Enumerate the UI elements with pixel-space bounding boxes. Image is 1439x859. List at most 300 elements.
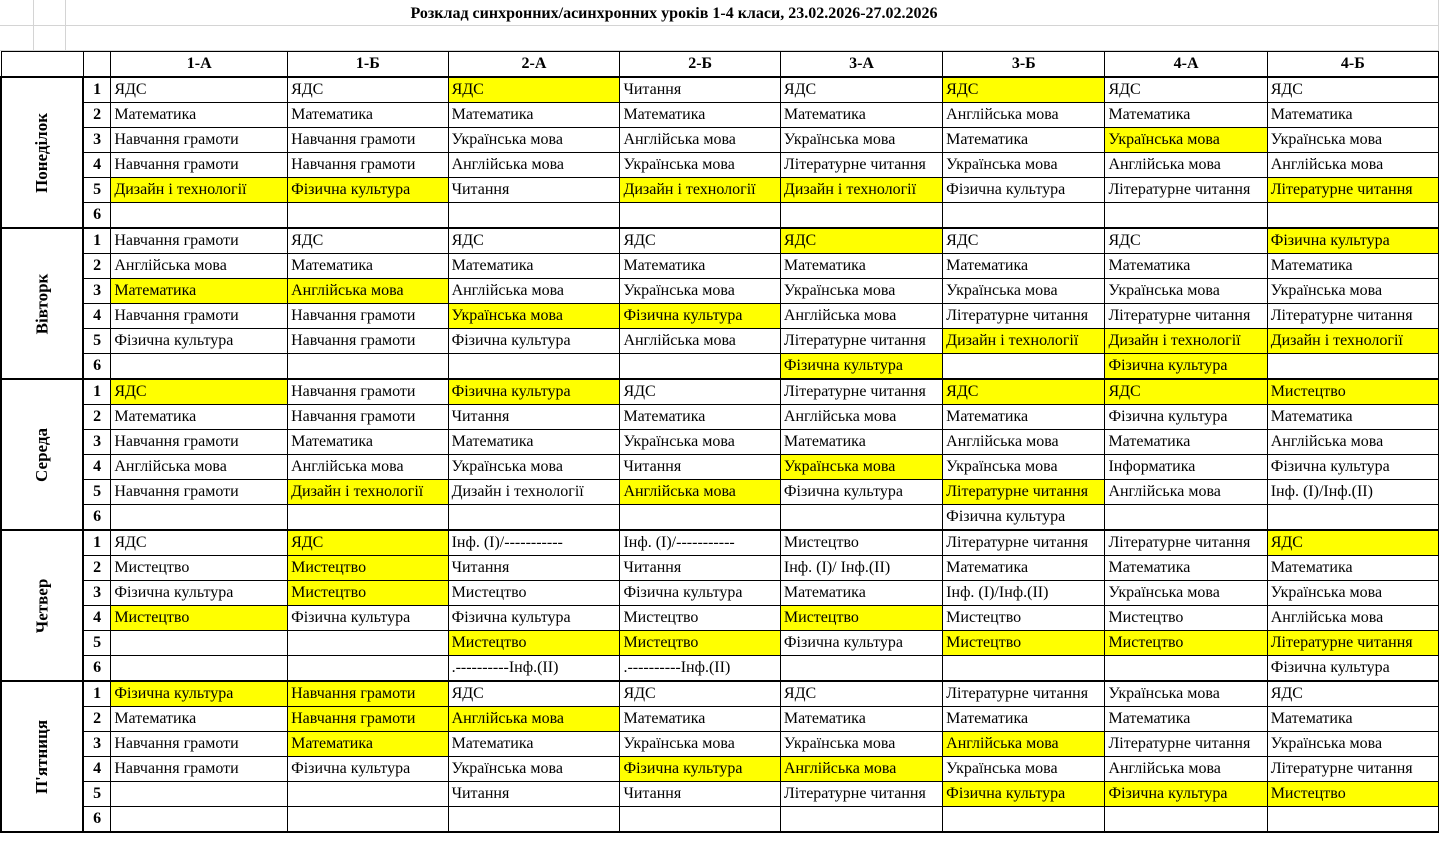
lesson-row: [1, 556, 1439, 581]
lesson-cell: Англійська мова: [1267, 606, 1438, 631]
lesson-cell: Літературне читання: [1267, 757, 1438, 782]
lesson-cell: Фізична культура: [1267, 455, 1438, 480]
lesson-cell: [111, 631, 288, 656]
lesson-cell: [780, 656, 942, 682]
lesson-cell: Навчання грамоти: [111, 128, 288, 153]
class-header-row: [1, 52, 1439, 78]
lesson-number: 2: [83, 103, 111, 128]
lesson-cell: Інформатика: [1105, 455, 1267, 480]
lesson-cell: Літературне читання: [943, 304, 1105, 329]
schedule-title: Розклад синхронних/асинхронних уроків 1-4 класи, 23.02.2026-27.02.2026: [410, 5, 938, 22]
lesson-cell: ЯДС: [448, 228, 620, 254]
lesson-cell: Математика: [288, 732, 448, 757]
lesson-row: [1, 178, 1439, 203]
lesson-number: 4: [83, 455, 111, 480]
lesson-cell: Фізична культура: [448, 606, 620, 631]
lesson-cell: Математика: [620, 254, 780, 279]
lesson-row: [1, 203, 1439, 229]
lesson-row: [1, 329, 1439, 354]
lesson-cell: Мистецтво: [943, 606, 1105, 631]
lesson-cell: .----------Інф.(ІІ): [448, 656, 620, 682]
lesson-cell: [111, 656, 288, 682]
lesson-cell: Українська мова: [448, 757, 620, 782]
lesson-cell: Навчання грамоти: [288, 128, 448, 153]
lesson-cell: Англійська мова: [943, 732, 1105, 757]
lesson-cell: Фізична культура: [1105, 354, 1267, 380]
lesson-cell: Українська мова: [620, 279, 780, 304]
lesson-cell: Англійська мова: [1105, 153, 1267, 178]
lesson-cell: Математика: [288, 430, 448, 455]
lesson-cell: Математика: [1105, 556, 1267, 581]
lesson-cell: Українська мова: [620, 732, 780, 757]
lesson-cell: Дизайн і технології: [1267, 329, 1438, 354]
lesson-row: [1, 807, 1439, 833]
lesson-cell: Літературне читання: [1105, 178, 1267, 203]
lesson-cell: Математика: [1105, 707, 1267, 732]
lesson-cell: Читання: [620, 455, 780, 480]
lesson-cell: Математика: [780, 581, 942, 606]
lesson-cell: [448, 807, 620, 833]
lesson-cell: Мистецтво: [1105, 606, 1267, 631]
lesson-cell: Навчання грамоти: [288, 405, 448, 430]
lesson-cell: Фізична культура: [1105, 782, 1267, 807]
lesson-cell: Дизайн і технології: [448, 480, 620, 505]
lesson-cell: Математика: [1267, 103, 1438, 128]
lesson-row: [1, 455, 1439, 480]
lesson-cell: Літературне читання: [1267, 631, 1438, 656]
class-header: 3-Б: [943, 52, 1105, 78]
lesson-cell: Читання: [448, 782, 620, 807]
lesson-number: 5: [83, 631, 111, 656]
lesson-cell: Українська мова: [620, 153, 780, 178]
lesson-cell: Дизайн і технології: [620, 178, 780, 203]
lesson-cell: Англійська мова: [111, 254, 288, 279]
lesson-cell: Фізична культура: [943, 782, 1105, 807]
class-header: 2-А: [448, 52, 620, 78]
lesson-cell: Читання: [448, 405, 620, 430]
lesson-cell: ЯДС: [111, 379, 288, 405]
lesson-number: 2: [83, 707, 111, 732]
lesson-cell: ЯДС: [448, 681, 620, 707]
lesson-cell: Математика: [1267, 556, 1438, 581]
lesson-cell: Літературне читання: [780, 782, 942, 807]
lesson-cell: Літературне читання: [780, 329, 942, 354]
class-header: 2-Б: [620, 52, 780, 78]
lesson-cell: Англійська мова: [111, 455, 288, 480]
lesson-cell: ЯДС: [943, 228, 1105, 254]
header-num-cell: [83, 52, 111, 78]
lesson-cell: Літературне читання: [1105, 732, 1267, 757]
lesson-row: [1, 505, 1439, 531]
lesson-row: [1, 77, 1439, 103]
class-header: 1-А: [111, 52, 288, 78]
lesson-cell: Фізична культура: [288, 178, 448, 203]
lesson-cell: Мистецтво: [288, 581, 448, 606]
day-label: [1, 77, 83, 228]
lesson-cell: ЯДС: [1267, 681, 1438, 707]
lesson-cell: Українська мова: [780, 279, 942, 304]
lesson-cell: [1105, 505, 1267, 531]
lesson-row: [1, 430, 1439, 455]
lesson-cell: Інф. (І)/ Інф.(ІІ): [780, 556, 942, 581]
lesson-cell: Мистецтво: [780, 530, 942, 556]
lesson-cell: Дизайн і технології: [1105, 329, 1267, 354]
day-name: Понеділок: [32, 112, 51, 193]
lesson-cell: [943, 203, 1105, 229]
lesson-cell: Дизайн і технології: [288, 480, 448, 505]
lesson-cell: Літературне читання: [1267, 178, 1438, 203]
lesson-cell: Навчання грамоти: [288, 329, 448, 354]
lesson-row: [1, 304, 1439, 329]
lesson-cell: Інф. (І)/Інф.(ІІ): [1267, 480, 1438, 505]
lesson-cell: Читання: [448, 556, 620, 581]
lesson-cell: Англійська мова: [780, 757, 942, 782]
lesson-cell: ЯДС: [288, 228, 448, 254]
lesson-cell: Математика: [1105, 103, 1267, 128]
lesson-cell: Математика: [111, 405, 288, 430]
lesson-cell: Фізична культура: [620, 757, 780, 782]
day-label: [1, 530, 83, 681]
lesson-row: [1, 732, 1439, 757]
lesson-cell: ЯДС: [448, 77, 620, 103]
lesson-cell: Фізична культура: [620, 304, 780, 329]
lesson-row: [1, 128, 1439, 153]
lesson-cell: Математика: [943, 128, 1105, 153]
lesson-row: [1, 530, 1439, 556]
lesson-number: 6: [83, 656, 111, 682]
lesson-cell: Фізична культура: [780, 354, 942, 380]
lesson-cell: Математика: [111, 707, 288, 732]
lesson-cell: [111, 354, 288, 380]
lesson-cell: Українська мова: [1267, 279, 1438, 304]
lesson-row: [1, 681, 1439, 707]
lesson-cell: [448, 354, 620, 380]
day-name: Середа: [32, 427, 51, 482]
lesson-cell: Мистецтво: [943, 631, 1105, 656]
lesson-cell: Українська мова: [780, 455, 942, 480]
lesson-cell: Математика: [1267, 254, 1438, 279]
lesson-row: [1, 405, 1439, 430]
lesson-cell: Інф. (І)/-----------: [620, 530, 780, 556]
day-name: Вівторк: [31, 273, 51, 334]
lesson-number: 3: [83, 128, 111, 153]
class-header: 4-А: [1105, 52, 1267, 78]
lesson-cell: Математика: [111, 103, 288, 128]
lesson-cell: Мистецтво: [448, 581, 620, 606]
lesson-cell: ЯДС: [1105, 228, 1267, 254]
lesson-cell: Мистецтво: [1267, 379, 1438, 405]
lesson-cell: Мистецтво: [620, 631, 780, 656]
lesson-cell: Літературне читання: [943, 480, 1105, 505]
lesson-cell: Фізична культура: [288, 606, 448, 631]
lesson-cell: Інф. (І)/Інф.(ІІ): [943, 581, 1105, 606]
lesson-cell: Фізична культура: [448, 329, 620, 354]
lesson-cell: Математика: [448, 254, 620, 279]
lesson-cell: Фізична культура: [448, 379, 620, 405]
lesson-cell: Фізична культура: [780, 631, 942, 656]
lesson-cell: [1267, 505, 1438, 531]
lesson-cell: Математика: [111, 279, 288, 304]
lesson-cell: ЯДС: [111, 77, 288, 103]
lesson-row: [1, 228, 1439, 254]
lesson-cell: Англійська мова: [620, 128, 780, 153]
lesson-cell: [780, 203, 942, 229]
lesson-cell: Англійська мова: [620, 329, 780, 354]
lesson-cell: Мистецтво: [111, 606, 288, 631]
lesson-cell: Математика: [943, 556, 1105, 581]
lesson-row: [1, 656, 1439, 682]
lesson-number: 1: [83, 77, 111, 103]
lesson-cell: [111, 782, 288, 807]
lesson-cell: ЯДС: [288, 530, 448, 556]
lesson-cell: ЯДС: [780, 228, 942, 254]
lesson-row: [1, 581, 1439, 606]
lesson-cell: [780, 505, 942, 531]
lesson-cell: ЯДС: [111, 530, 288, 556]
lesson-cell: Українська мова: [448, 128, 620, 153]
lesson-cell: [620, 505, 780, 531]
lesson-cell: ЯДС: [943, 379, 1105, 405]
lesson-cell: ЯДС: [288, 77, 448, 103]
lesson-cell: [111, 807, 288, 833]
lesson-cell: Англійська мова: [1105, 757, 1267, 782]
lesson-number: 4: [83, 304, 111, 329]
lesson-cell: Українська мова: [943, 455, 1105, 480]
lesson-cell: Математика: [780, 707, 942, 732]
lesson-cell: ЯДС: [1267, 77, 1438, 103]
lesson-row: [1, 782, 1439, 807]
lesson-cell: [111, 505, 288, 531]
lesson-cell: ЯДС: [943, 77, 1105, 103]
day-name: Четвер: [32, 578, 51, 633]
lesson-number: 1: [83, 681, 111, 707]
lesson-cell: [943, 807, 1105, 833]
lesson-cell: Українська мова: [1267, 732, 1438, 757]
lesson-cell: Англійська мова: [448, 279, 620, 304]
lesson-cell: Математика: [1267, 405, 1438, 430]
lesson-cell: Українська мова: [1267, 581, 1438, 606]
lesson-cell: [620, 354, 780, 380]
lesson-cell: [1105, 656, 1267, 682]
lesson-row: [1, 153, 1439, 178]
class-header: 3-А: [780, 52, 942, 78]
lesson-cell: Українська мова: [1267, 128, 1438, 153]
lesson-cell: Мистецтво: [1105, 631, 1267, 656]
lesson-number: 3: [83, 732, 111, 757]
lesson-cell: Українська мова: [943, 153, 1105, 178]
lesson-cell: Українська мова: [943, 757, 1105, 782]
lesson-number: 4: [83, 606, 111, 631]
lesson-cell: Фізична культура: [1267, 228, 1438, 254]
lesson-cell: Англійська мова: [448, 707, 620, 732]
lesson-cell: Навчання грамоти: [288, 379, 448, 405]
class-header: 4-Б: [1267, 52, 1438, 78]
lesson-cell: Англійська мова: [780, 405, 942, 430]
lesson-cell: ЯДС: [1105, 379, 1267, 405]
lesson-cell: .----------Інф.(ІІ): [620, 656, 780, 682]
lesson-cell: Мистецтво: [288, 556, 448, 581]
lesson-cell: Фізична культура: [620, 581, 780, 606]
lesson-cell: Літературне читання: [1105, 530, 1267, 556]
lesson-row: [1, 631, 1439, 656]
lesson-cell: Українська мова: [448, 455, 620, 480]
lesson-cell: Навчання грамоти: [288, 707, 448, 732]
lesson-cell: Математика: [620, 707, 780, 732]
lesson-cell: Математика: [288, 103, 448, 128]
lesson-number: 2: [83, 556, 111, 581]
lesson-cell: Читання: [448, 178, 620, 203]
lesson-cell: ЯДС: [1105, 77, 1267, 103]
lesson-number: 6: [83, 354, 111, 380]
lesson-cell: Математика: [1267, 707, 1438, 732]
lesson-cell: [1105, 807, 1267, 833]
lesson-cell: Англійська мова: [943, 103, 1105, 128]
lesson-cell: Літературне читання: [1267, 304, 1438, 329]
schedule-table: [0, 51, 1439, 833]
lesson-cell: Літературне читання: [943, 530, 1105, 556]
lesson-cell: Математика: [1105, 430, 1267, 455]
lesson-cell: Мистецтво: [620, 606, 780, 631]
lesson-cell: Читання: [620, 556, 780, 581]
lesson-cell: ЯДС: [620, 681, 780, 707]
lesson-cell: [1267, 807, 1438, 833]
lesson-cell: [620, 203, 780, 229]
lesson-cell: Літературне читання: [780, 153, 942, 178]
lesson-cell: Читання: [620, 77, 780, 103]
lesson-cell: Навчання грамоти: [111, 304, 288, 329]
lesson-cell: Англійська мова: [1267, 153, 1438, 178]
day-label: [1, 681, 83, 832]
lesson-cell: ЯДС: [620, 228, 780, 254]
lesson-cell: [288, 782, 448, 807]
lesson-cell: Українська мова: [448, 304, 620, 329]
day-label: [1, 379, 83, 530]
lesson-cell: Англійська мова: [620, 480, 780, 505]
lesson-row: [1, 354, 1439, 380]
lesson-number: 1: [83, 228, 111, 254]
header-corner-cell: [1, 52, 83, 78]
lesson-cell: Навчання грамоти: [288, 304, 448, 329]
lesson-cell: Математика: [1105, 254, 1267, 279]
class-header: 1-Б: [288, 52, 448, 78]
lesson-row: [1, 254, 1439, 279]
lesson-cell: Фізична культура: [111, 581, 288, 606]
lesson-cell: Математика: [620, 103, 780, 128]
lesson-cell: [288, 203, 448, 229]
lesson-number: 6: [83, 203, 111, 229]
lesson-cell: Англійська мова: [288, 455, 448, 480]
lesson-cell: [288, 354, 448, 380]
lesson-number: 3: [83, 279, 111, 304]
lesson-cell: Мистецтво: [111, 556, 288, 581]
lesson-cell: [448, 505, 620, 531]
lesson-cell: Фізична культура: [111, 329, 288, 354]
lesson-cell: Математика: [780, 103, 942, 128]
lesson-cell: Фізична культура: [780, 480, 942, 505]
lesson-cell: Фізична культура: [288, 757, 448, 782]
lesson-cell: Англійська мова: [1105, 480, 1267, 505]
lesson-cell: Літературне читання: [943, 681, 1105, 707]
lesson-cell: Фізична культура: [943, 178, 1105, 203]
lesson-number: 5: [83, 480, 111, 505]
lesson-number: 4: [83, 757, 111, 782]
lesson-cell: Навчання грамоти: [288, 681, 448, 707]
lesson-number: 1: [83, 530, 111, 556]
lesson-cell: [1267, 354, 1438, 380]
lesson-cell: Фізична культура: [1105, 405, 1267, 430]
lesson-row: [1, 707, 1439, 732]
lesson-number: 2: [83, 405, 111, 430]
lesson-cell: ЯДС: [780, 77, 942, 103]
lesson-cell: Українська мова: [780, 128, 942, 153]
lesson-cell: [111, 203, 288, 229]
lesson-cell: [288, 656, 448, 682]
lesson-cell: Математика: [943, 405, 1105, 430]
lesson-cell: Математика: [943, 707, 1105, 732]
lesson-number: 6: [83, 505, 111, 531]
lesson-number: 6: [83, 807, 111, 833]
lesson-cell: [288, 807, 448, 833]
lesson-cell: Читання: [620, 782, 780, 807]
lesson-cell: Навчання грамоти: [288, 153, 448, 178]
lesson-cell: Дизайн і технології: [943, 329, 1105, 354]
lesson-cell: Англійська мова: [448, 153, 620, 178]
lesson-row: [1, 606, 1439, 631]
lesson-row: [1, 379, 1439, 405]
lesson-number: 2: [83, 254, 111, 279]
lesson-cell: Математика: [288, 254, 448, 279]
lesson-cell: Навчання грамоти: [111, 153, 288, 178]
lesson-cell: Українська мова: [620, 430, 780, 455]
lesson-cell: Українська мова: [780, 732, 942, 757]
lesson-cell: [288, 505, 448, 531]
lesson-cell: Математика: [620, 405, 780, 430]
lesson-cell: Мистецтво: [780, 606, 942, 631]
lesson-cell: Літературне читання: [780, 379, 942, 405]
lesson-cell: ЯДС: [620, 379, 780, 405]
lesson-cell: Навчання грамоти: [111, 757, 288, 782]
lesson-cell: Англійська мова: [780, 304, 942, 329]
lesson-cell: Англійська мова: [943, 430, 1105, 455]
lesson-cell: [620, 807, 780, 833]
lesson-cell: ЯДС: [1267, 530, 1438, 556]
lesson-cell: Українська мова: [1105, 279, 1267, 304]
lesson-cell: Англійська мова: [1267, 430, 1438, 455]
lesson-row: [1, 480, 1439, 505]
lesson-cell: Навчання грамоти: [111, 430, 288, 455]
lesson-cell: Інф. (І)/-----------: [448, 530, 620, 556]
lesson-number: 4: [83, 153, 111, 178]
lesson-cell: [1267, 203, 1438, 229]
lesson-cell: [943, 656, 1105, 682]
day-name: П'ятниця: [31, 719, 51, 794]
lesson-cell: [780, 807, 942, 833]
lesson-cell: Навчання грамоти: [111, 480, 288, 505]
lesson-cell: Українська мова: [1105, 581, 1267, 606]
day-label: [1, 228, 83, 379]
lesson-cell: Математика: [943, 254, 1105, 279]
lesson-cell: Математика: [780, 254, 942, 279]
lesson-cell: Дизайн і технології: [111, 178, 288, 203]
lesson-cell: Мистецтво: [1267, 782, 1438, 807]
lesson-cell: Фізична культура: [1267, 656, 1438, 682]
lesson-cell: [448, 203, 620, 229]
lesson-number: 5: [83, 782, 111, 807]
lesson-cell: [288, 631, 448, 656]
lesson-cell: Літературне читання: [1105, 304, 1267, 329]
lesson-cell: Навчання грамоти: [111, 228, 288, 254]
lesson-cell: ЯДС: [780, 681, 942, 707]
